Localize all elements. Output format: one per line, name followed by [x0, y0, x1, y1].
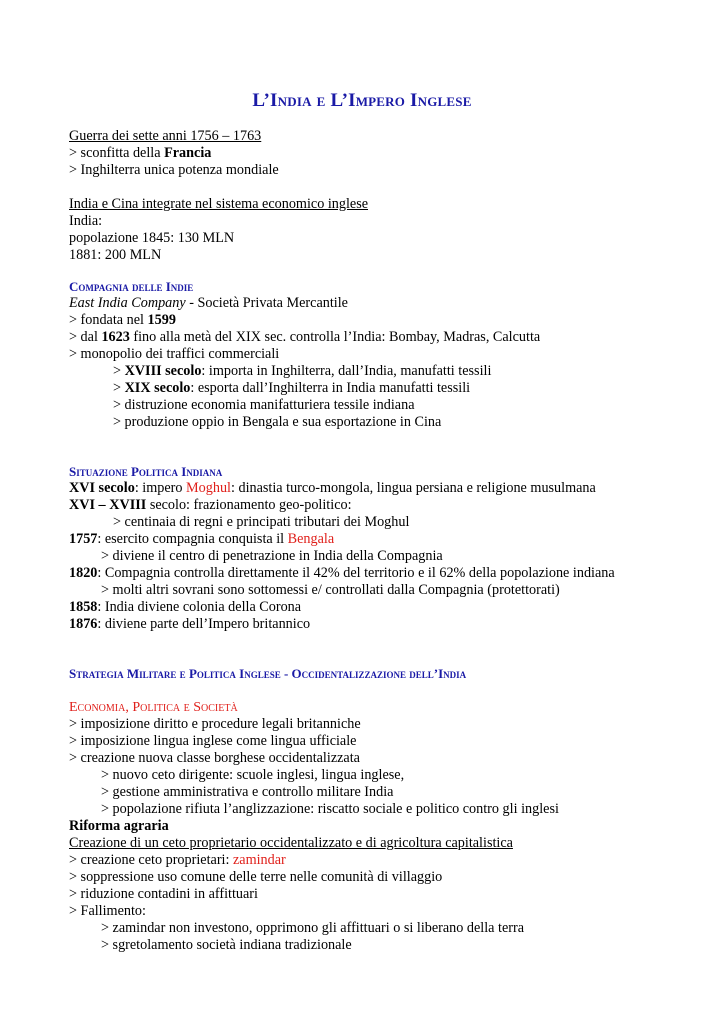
- red-span: Bengala: [287, 531, 335, 547]
- text-line: [69, 599, 694, 616]
- text-line: India:: [69, 213, 103, 229]
- bold-span: 1876: [69, 616, 98, 632]
- bold-span: XIX secolo: [124, 380, 191, 396]
- italic-span: East India Company: [69, 295, 186, 311]
- text-line: > riduzione contadini in affittuari: [69, 886, 258, 902]
- text-line: [69, 329, 694, 346]
- text-line: > distruzione economia manifatturiera tessile indiana: [113, 397, 415, 413]
- text-line: > sgretolamento società indiana tradizionale: [101, 937, 352, 953]
- text-line: > soppressione uso comune delle terre nelle comunità di villaggio: [69, 869, 443, 885]
- bold-span: 1599: [147, 312, 176, 328]
- text-line: > imposizione diritto e procedure legali britanniche: [69, 716, 361, 732]
- text-span: : diviene parte dell’Impero britannico: [97, 616, 311, 632]
- subsection-heading: Riforma agraria: [69, 818, 169, 834]
- text-line: > creazione nuova classe borghese occidentalizzata: [69, 750, 360, 766]
- section-heading: Guerra dei sette anni 1756 – 1763: [69, 128, 262, 144]
- text-line: > monopolio dei traffici commerciali: [69, 346, 280, 362]
- text-span: > sconfitta della: [69, 145, 165, 161]
- text-line: > centinaia di regni e principati tributari dei Moghul: [113, 514, 410, 530]
- text-line: 1881: 200 MLN: [69, 247, 162, 263]
- text-span: : importa in Inghilterra, dall’India, manufatti tessili: [201, 363, 492, 379]
- section-india-cina: [69, 196, 694, 264]
- bold-span: XVI secolo: [69, 480, 135, 496]
- text-line: > imposizione lingua inglese come lingua ufficiale: [69, 733, 357, 749]
- section-seven-years-war: [69, 128, 694, 179]
- bold-span: 1820: [69, 565, 98, 581]
- text-span: secolo: frazionamento geo-politico:: [146, 497, 352, 513]
- section-heading: Compagnia delle Indie: [69, 279, 194, 294]
- text-span: : Compagnia controlla direttamente il 42% del territorio e il 62% della popolazione indiana: [97, 565, 615, 581]
- text-line: > produzione oppio in Bengala e sua esportazione in Cina: [113, 414, 442, 430]
- text-span: : esporta dall’Inghilterra in India manufatti tessili: [190, 380, 471, 396]
- section-heading: Strategia Militare e Politica Inglese - Occidentalizzazione dell’India: [69, 666, 467, 681]
- text-line: > Fallimento:: [69, 903, 146, 919]
- text-span: : India diviene colonia della Corona: [97, 599, 302, 615]
- text-span: > dal: [69, 329, 102, 345]
- text-line: [69, 852, 694, 869]
- spacer: [69, 682, 694, 699]
- text-span: - Società Privata Mercantile: [185, 295, 348, 311]
- text-line: > diviene il centro di penetrazione in India della Compagnia: [101, 548, 443, 564]
- section-strategia: [69, 665, 694, 954]
- text-line: > zamindar non investono, opprimono gli affittuari o si liberano della terra: [101, 920, 525, 936]
- section-compagnia: [69, 278, 694, 431]
- text-span: > fondata nel: [69, 312, 148, 328]
- text-span: fino alla metà del XIX sec. controlla l’India: Bombay, Madras, Calcutta: [129, 329, 541, 345]
- text-line: > gestione amministrativa e controllo militare India: [101, 784, 394, 800]
- page-title: L’India e L’Impero Inglese: [252, 90, 472, 111]
- text-span: >: [113, 380, 125, 396]
- section-situazione-politica: [69, 463, 694, 633]
- text-span: > creazione ceto proprietari:: [69, 852, 233, 868]
- bold-span: XVI – XVIII: [69, 497, 147, 513]
- text-line: [69, 312, 694, 329]
- subsection-heading: Economia, Politica e Società: [69, 700, 238, 715]
- text-line: [69, 531, 694, 548]
- bold-span: Francia: [164, 145, 212, 161]
- red-span: zamindar: [232, 852, 286, 868]
- bold-span: 1858: [69, 599, 98, 615]
- bold-span: 1757: [69, 531, 98, 547]
- bold-span: XVIII secolo: [124, 363, 202, 379]
- text-line: [69, 363, 694, 380]
- section-heading: India e Cina integrate nel sistema economico inglese: [69, 196, 369, 212]
- text-span: : impero: [134, 480, 187, 496]
- bold-span: 1623: [101, 329, 130, 345]
- text-line: > popolazione rifiuta l’anglizzazione: riscatto sociale e politico contro gli inglesi: [101, 801, 559, 817]
- text-span: >: [113, 363, 125, 379]
- text-line: [69, 480, 694, 497]
- text-line: > molti altri sovrani sono sottomessi e/ controllati dalla Compagnia (protettorati): [101, 582, 560, 598]
- text-line: [69, 295, 694, 312]
- text-line: Creazione di un ceto proprietario occidentalizzato e di agricoltura capitalistica: [69, 835, 513, 851]
- text-line: [69, 497, 694, 514]
- text-line: [69, 565, 694, 582]
- section-heading: Situazione Politica Indiana: [69, 464, 223, 479]
- text-line: popolazione 1845: 130 MLN: [69, 230, 235, 246]
- text-span: : dinastia turco-mongola, lingua persiana e religione musulmana: [230, 480, 596, 496]
- text-line: > Inghilterra unica potenza mondiale: [69, 162, 279, 178]
- text-line: [69, 616, 694, 633]
- text-span: : esercito compagnia conquista il: [97, 531, 288, 547]
- text-line: [69, 145, 694, 162]
- text-line: > nuovo ceto dirigente: scuole inglesi, lingua inglese,: [101, 767, 405, 783]
- red-span: Moghul: [186, 480, 231, 496]
- text-line: [69, 380, 694, 397]
